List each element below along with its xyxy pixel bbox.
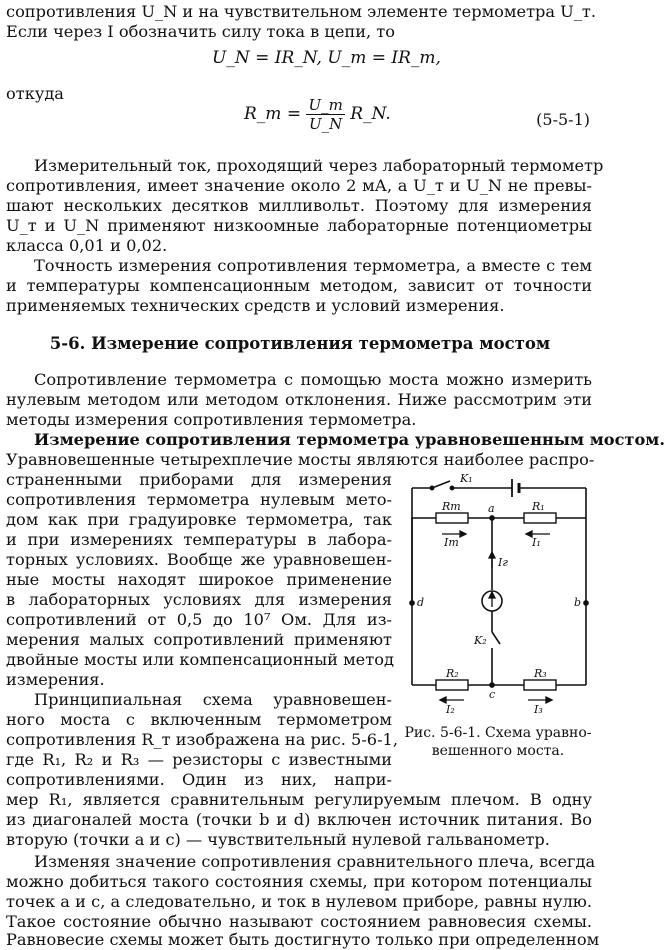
text-line: двойные мосты или компенсационный метод	[6, 650, 394, 669]
text-line: ные мосты находят широкое применение	[6, 570, 392, 589]
text-line: в лабораторных условиях для измерения	[6, 590, 392, 609]
section-heading: 5-6. Измерение сопротивления термометра мостом	[49, 334, 551, 353]
label-k1: K₁	[460, 472, 473, 485]
resistor-r1	[524, 513, 556, 523]
text-line: Равновесие схемы может быть достигнуто только при определенном	[6, 930, 600, 949]
arrowhead	[546, 697, 552, 703]
label-i3: I₃	[534, 703, 543, 716]
caption-line: Рис. 5-6-1. Схема уравно-	[404, 725, 592, 741]
text-line: мерения малых сопротивлений применяют	[6, 630, 392, 649]
resistor-r2	[436, 680, 468, 690]
node-d	[410, 601, 414, 605]
text-line: Точность измерения сопротивления термометра, а вместе с тем	[34, 256, 592, 275]
text-line: сопротивления R_т изображена на рис. 5-6-1,	[6, 730, 399, 749]
text-line: торных условиях. Вообще же уравновешен-	[6, 550, 392, 569]
text-line: сопротивления U_N и на чувствительном элементе термометра U_т.	[6, 2, 597, 21]
bridge-circuit-diagram	[394, 468, 600, 723]
label-ig: Iг	[498, 556, 508, 569]
text-line: нулевым методом или методом отклонения. Ниже рассмотрим эти	[6, 390, 592, 409]
switch-k1-blade	[432, 481, 450, 488]
label-i1: I₁	[532, 536, 541, 549]
text-line: Уравновешенные четырехплечие мосты являются наиболее распро-	[6, 450, 595, 469]
resistor-r3	[524, 680, 556, 690]
text-line: сопротивлений от 0,5 до 10⁷ Ом. Для из-	[6, 610, 392, 629]
arrowhead	[489, 552, 495, 558]
galvanometer-pointer-tip	[489, 592, 495, 598]
label-r3: R₃	[534, 667, 547, 680]
label-b: b	[574, 596, 582, 609]
formula-lhs: R_т =	[244, 104, 302, 124]
fraction-numerator: U_т	[308, 96, 343, 114]
text-line: где R₁, R₂ и R₃ — резисторы с известными	[6, 750, 392, 769]
formula-currents: U_N = IR_N, U_т = IR_т,	[212, 48, 441, 68]
text-line: применяемых технических средств и условий измерения.	[6, 296, 505, 315]
caption-line: вешенного моста.	[431, 743, 565, 759]
formula-fraction	[306, 96, 344, 133]
switch-contact	[450, 486, 454, 490]
arrowhead	[460, 531, 466, 537]
switch-k2-blade	[492, 632, 500, 644]
text-line: сопротивлениями. Один из них, напри-	[6, 770, 392, 789]
formula-rhs: R_N.	[350, 104, 391, 124]
node-a	[490, 516, 494, 520]
text-line: и при измерениях температуры в лабора-	[6, 530, 392, 549]
text-line: ного моста с включенным термометром	[6, 710, 392, 729]
text-line: Если через I обозначить силу тока в цепи, то	[6, 22, 395, 41]
node-c	[490, 683, 494, 687]
text-line: измерения.	[6, 670, 105, 689]
text-line: Сопротивление термометра с помощью моста можно измерить	[34, 370, 592, 389]
text-line: Измерительный ток, проходящий через лабораторный термометр	[34, 156, 604, 175]
paragraph-heading: Измерение сопротивления термометра уравновешенным мостом.	[34, 430, 665, 449]
figure-caption	[400, 724, 596, 760]
label-r1: R₁	[532, 500, 545, 513]
label-d: d	[417, 596, 425, 609]
text-line: мер R₁, является сравнительным регулируемым плечом. В одну	[6, 790, 592, 809]
node-b	[584, 601, 588, 605]
label-a: a	[488, 502, 495, 515]
formula-rt	[244, 96, 391, 133]
text-line: можно добиться такого состояния схемы, при котором потенциалы	[6, 872, 592, 891]
fraction-denominator: U_N	[309, 115, 343, 133]
text-line: дом как при градуировке термометра, так	[6, 510, 392, 529]
text-line: U_т и U_N применяют низкоомные лабораторные потенциометры	[6, 216, 592, 235]
text-line: класса 0,01 и 0,02.	[6, 236, 168, 255]
label-k2: K₂	[474, 634, 487, 647]
label-c: c	[489, 688, 496, 701]
text-line: откуда	[6, 84, 64, 103]
text-line: шают нескольких десятков милливольт. Поэтому для измерения	[6, 196, 592, 215]
text-line: вторую (точки a и c) — чувствительный нулевой гальванометр.	[6, 830, 550, 849]
label-it: Iт	[444, 536, 459, 549]
text-line: методы измерения сопротивления термометра.	[6, 410, 417, 429]
text-line: сопротивления, имеет значение около 2 мА, а U_т и U_N не превы-	[6, 176, 592, 195]
text-line: Принципиальная схема уравновешен-	[34, 690, 392, 709]
text-line: страненными приборами для измерения	[6, 470, 392, 489]
label-i2: I₂	[446, 703, 455, 716]
text-line: Изменяя значение сопротивления сравнительного плеча, всегда	[34, 852, 596, 871]
switch-contact	[430, 486, 434, 490]
text-line: Такое состояние обычно называют состоянием равновесия схемы.	[6, 912, 592, 931]
equation-number: (5-5-1)	[536, 110, 590, 129]
resistor-rt	[436, 513, 468, 523]
text-line: сопротивления термометра нулевым мето-	[6, 490, 392, 509]
label-rt: Rт	[442, 500, 461, 513]
text-line: из диагоналей моста (точки b и d) включен источник питания. Во	[6, 810, 592, 829]
text-line: точек a и c, а следовательно, и ток в нулевом приборе, равны нулю.	[6, 892, 592, 911]
text-line: и температуры компенсационным методом, зависит от точности	[6, 276, 592, 295]
label-r2: R₂	[446, 667, 459, 680]
